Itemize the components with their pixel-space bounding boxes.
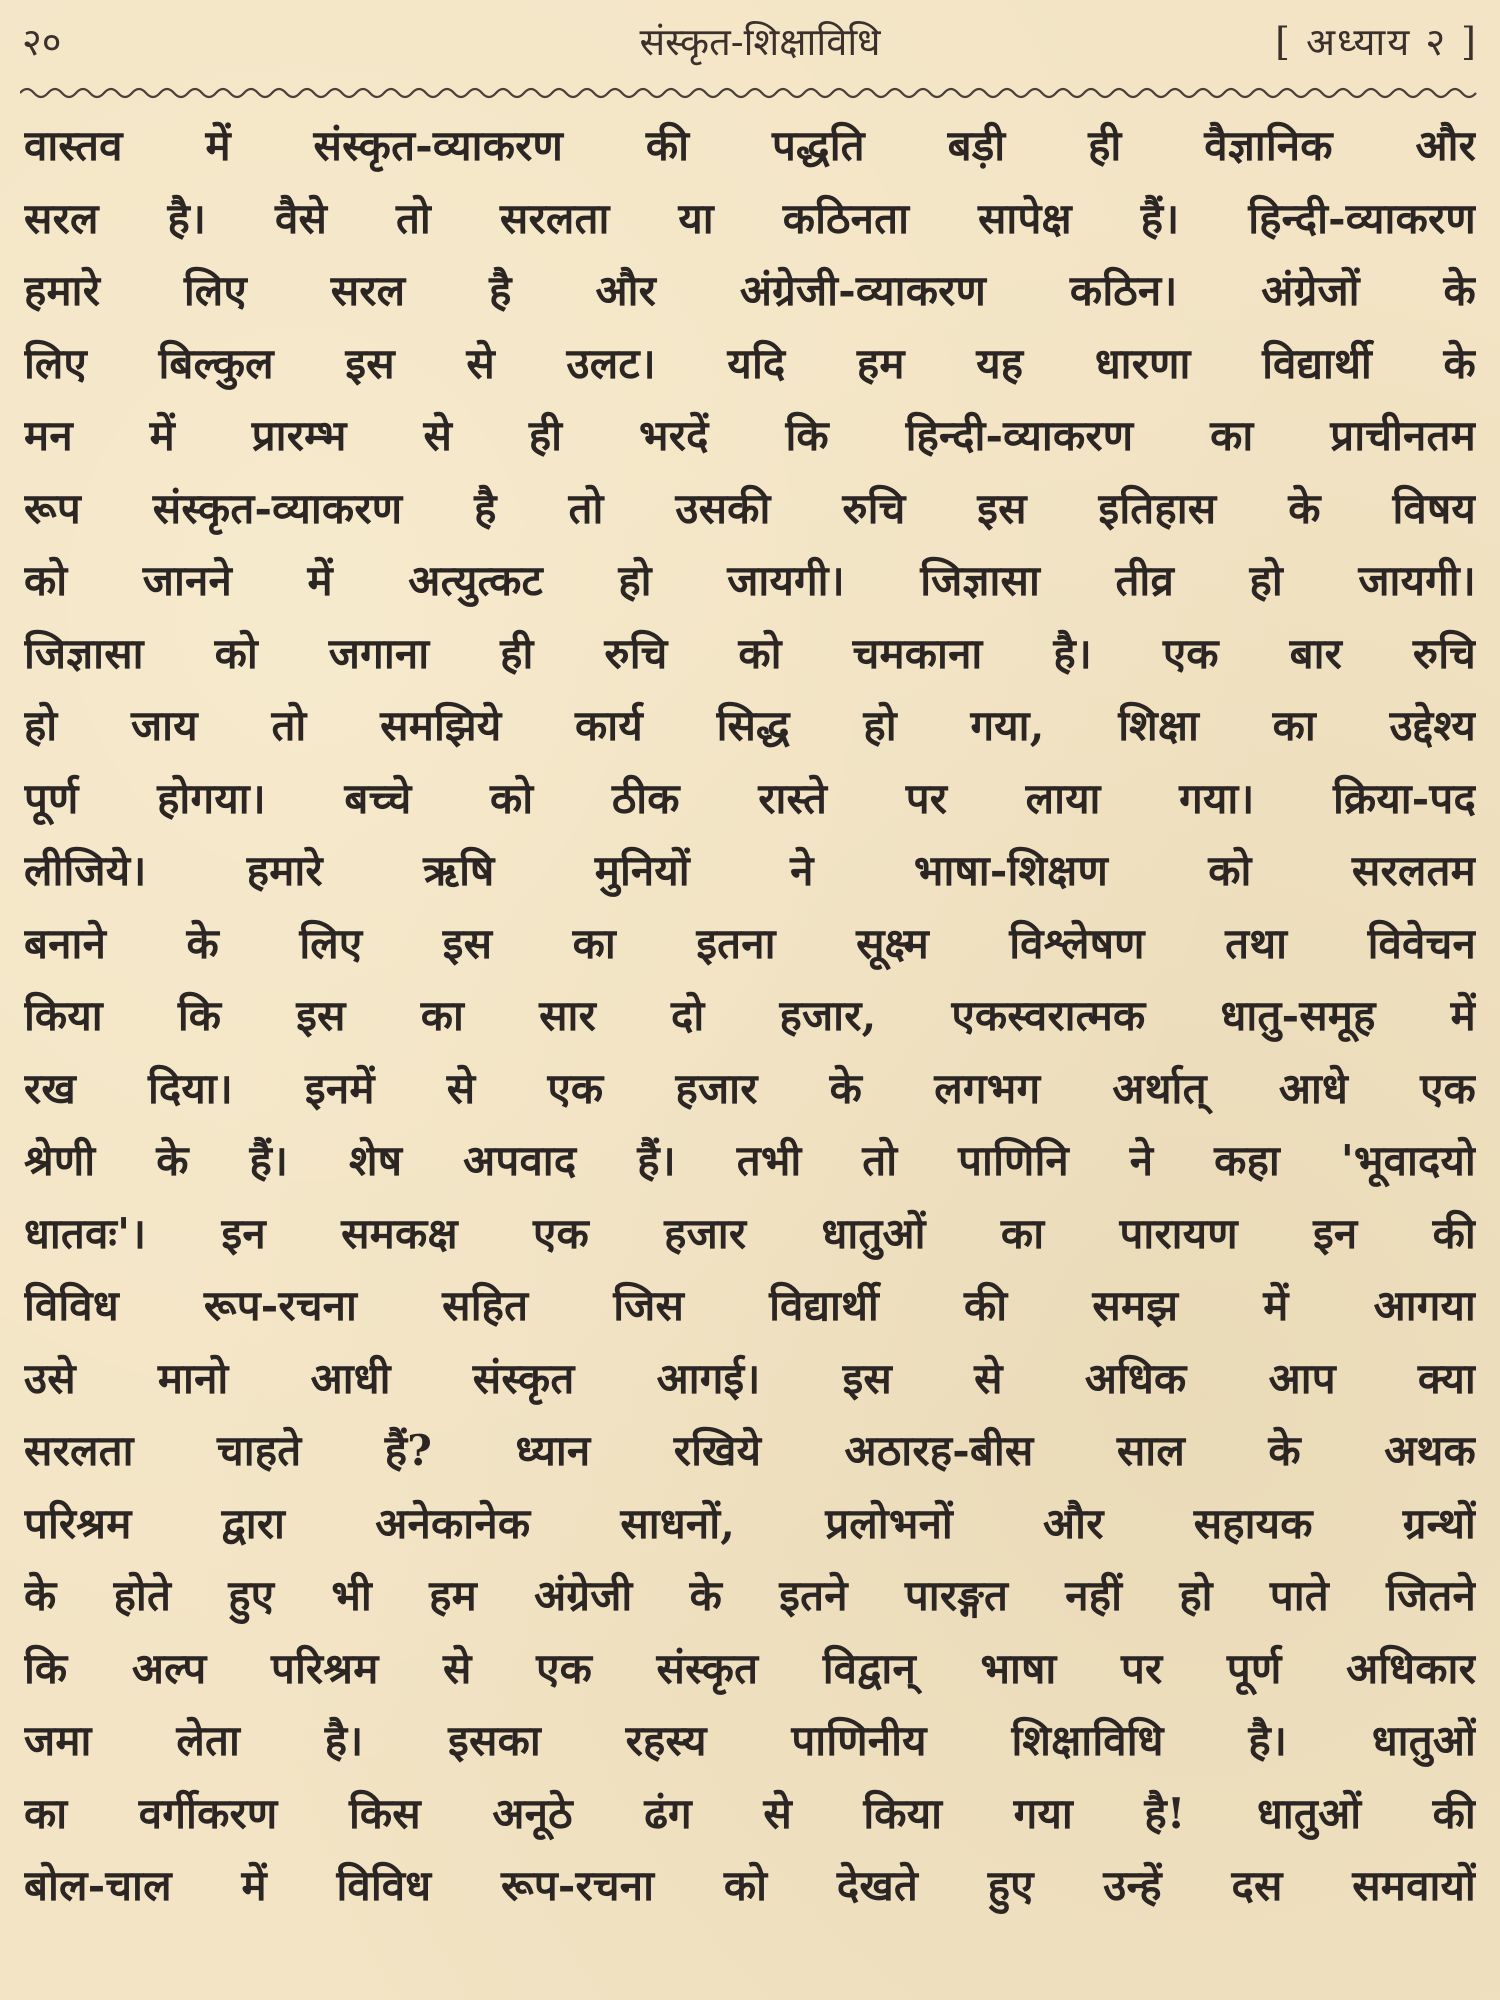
text-line: का वर्गीकरण किस अनूठे ढंग से किया गया है! धातुओं की: [24, 1788, 1476, 1838]
text-line: को जानने में अत्युत्कट हो जायगी। जिज्ञासा तीव्र हो जायगी।: [24, 556, 1476, 605]
text-line: वास्तव में संस्कृत-व्याकरण की पद्धति बड़ी ही वैज्ञानिक और: [24, 121, 1476, 170]
chapter-label: [ अध्याय २ ]: [1275, 20, 1478, 64]
page-number: २०: [22, 20, 62, 64]
text-line: हमारे लिए सरल है और अंग्रेजी-व्याकरण कठिन। अंग्रेजों के: [24, 266, 1476, 315]
text-line: लिए बिल्कुल इस से उलट। यदि हम यह धारणा विद्यार्थी के: [24, 338, 1476, 388]
text-line: बनाने के लिए इस का इतना सूक्ष्म विश्लेषण तथा विवेचन: [24, 918, 1476, 968]
text-line: जिज्ञासा को जगाना ही रुचि को चमकाना है। एक बार रुचि: [24, 628, 1476, 678]
text-line: कि अल्प परिश्रम से एक संस्कृत विद्वान् भाषा पर पूर्ण अधिकार: [24, 1643, 1476, 1693]
text-line: उसे मानो आधी संस्कृत आगई। इस से अधिक आप क्या: [24, 1353, 1476, 1403]
text-line: रूप संस्कृत-व्याकरण है तो उसकी रुचि इस इतिहास के विषय: [24, 483, 1476, 533]
text-line: श्रेणी के हैं। शेष अपवाद हैं। तभी तो पाणिनि ने कहा 'भूवादयो: [24, 1136, 1476, 1185]
text-line: सरल है। वैसे तो सरलता या कठिनता सापेक्ष हैं। हिन्दी-व्याकरण: [24, 193, 1476, 243]
running-title: संस्कृत-शिक्षाविधि: [639, 20, 881, 64]
text-line: के होते हुए भी हम अंग्रेजी के इतने पारङ्गत नहीं हो पाते जितने: [24, 1571, 1476, 1620]
text-line: बोल-चाल में विविध रूप-रचना को देखते हुए उन्हें दस समवायों: [24, 1861, 1476, 1910]
text-line: लीजिये। हमारे ऋषि मुनियों ने भाषा-शिक्षण को सरलतम: [24, 846, 1476, 895]
header-wavy-rule: [20, 82, 1480, 104]
text-line: पूर्ण होगया। बच्चे को ठीक रास्ते पर लाया गया। क्रिया-पद: [24, 773, 1476, 823]
text-line: मन में प्रारम्भ से ही भरदें कि हिन्दी-व्याकरण का प्राचीनतम: [24, 411, 1476, 460]
text-line: परिश्रम द्वारा अनेकानेक साधनों, प्रलोभनों और सहायक ग्रन्थों: [24, 1498, 1476, 1548]
text-line: सरलता चाहते हैं? ध्यान रखिये अठारह-बीस साल के अथक: [24, 1426, 1476, 1475]
text-line: हो जाय तो समझिये कार्य सिद्ध हो गया, शिक्षा का उद्देश्य: [24, 701, 1476, 750]
page-header: [22, 6, 1478, 78]
text-line: विविध रूप-रचना सहित जिस विद्यार्थी की समझ में आगया: [24, 1281, 1476, 1330]
text-line: किया कि इस का सार दो हजार, एकस्वरात्मक धातु-समूह में: [24, 991, 1476, 1040]
body-paragraph: [24, 110, 1476, 1923]
text-line: रख दिया। इनमें से एक हजार के लगभग अर्थात् आधे एक: [24, 1063, 1476, 1113]
text-line: धातवः'। इन समकक्ष एक हजार धातुओं का पारायण इन की: [24, 1208, 1476, 1258]
text-line: जमा लेता है। इसका रहस्य पाणिनीय शिक्षाविधि है। धातुओं: [24, 1716, 1476, 1765]
